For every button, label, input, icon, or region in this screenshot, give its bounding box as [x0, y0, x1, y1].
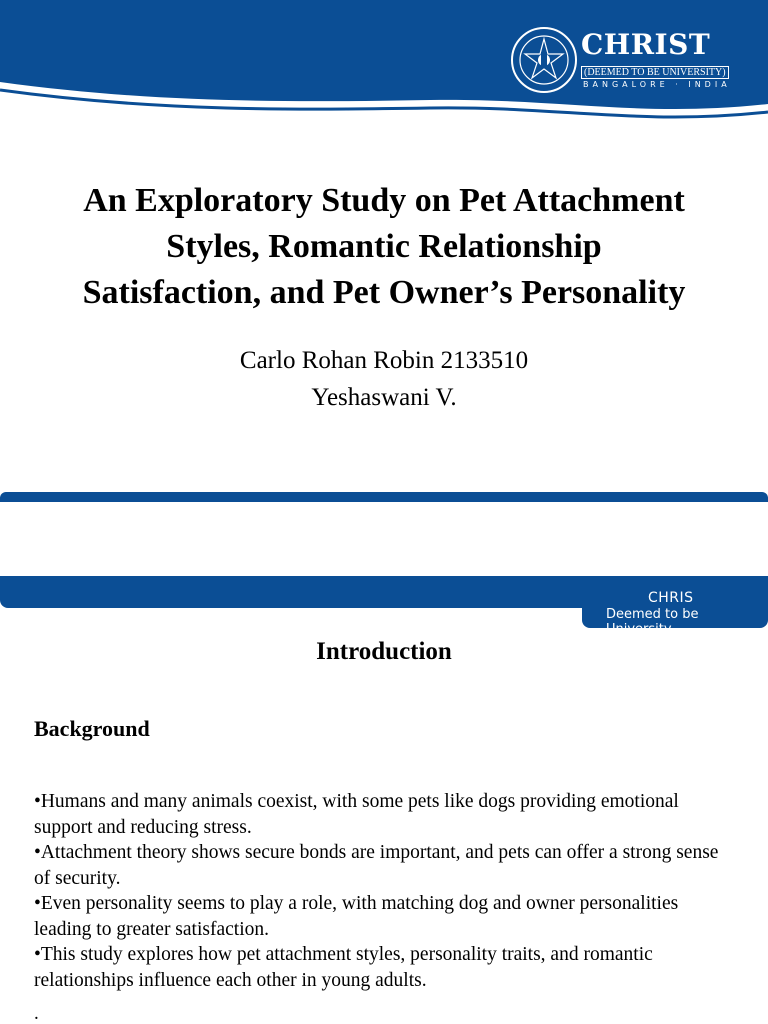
- university-logo: [510, 26, 731, 98]
- introduction-slide: [0, 576, 768, 1024]
- university-seal-icon: [510, 26, 578, 94]
- author-name: Yeshaswani V.: [311, 384, 457, 411]
- slide-heading: Introduction: [316, 638, 452, 665]
- slide-title: [20, 178, 748, 316]
- section-subheading: Background: [34, 716, 150, 741]
- bullet-item: •Attachment theory shows secure bonds are important, and pets can offer a strong sense of security.: [34, 842, 719, 889]
- bullet-list: [34, 789, 734, 993]
- footer-band: [0, 492, 768, 502]
- university-badge: [582, 576, 768, 637]
- bullet-item: •Humans and many animals coexist, with some pets like dogs providing emotional support and reducing stress.: [34, 791, 679, 838]
- title-slide: [0, 0, 768, 498]
- badge-name: CHRIS: [648, 590, 694, 606]
- title-line: Styles, Romantic Relationship: [166, 228, 602, 265]
- logo-city-text: BANGALORE · INDIA: [583, 80, 731, 89]
- author-name: Carlo Rohan Robin 2133510: [239, 347, 529, 374]
- authors: [20, 342, 748, 416]
- bullet-item: •This study explores how pet attachment styles, personality traits, and romantic relationships influence each other in young adults.: [34, 944, 653, 991]
- logo-name: CHRIST: [581, 28, 711, 61]
- title-line: An Exploratory Study on Pet Attachment: [83, 182, 685, 219]
- trailing-dot: .: [34, 1003, 39, 1024]
- logo-deemed-text: (DEEMED TO BE UNIVERSITY): [581, 66, 729, 79]
- title-line: Satisfaction, and Pet Owner’s Personality: [82, 274, 686, 311]
- badge-subtitle: Deemed to be University: [606, 607, 699, 637]
- bullet-item: •Even personality seems to play a role, with matching dog and owner personalities leading to greater satisfaction.: [34, 893, 679, 940]
